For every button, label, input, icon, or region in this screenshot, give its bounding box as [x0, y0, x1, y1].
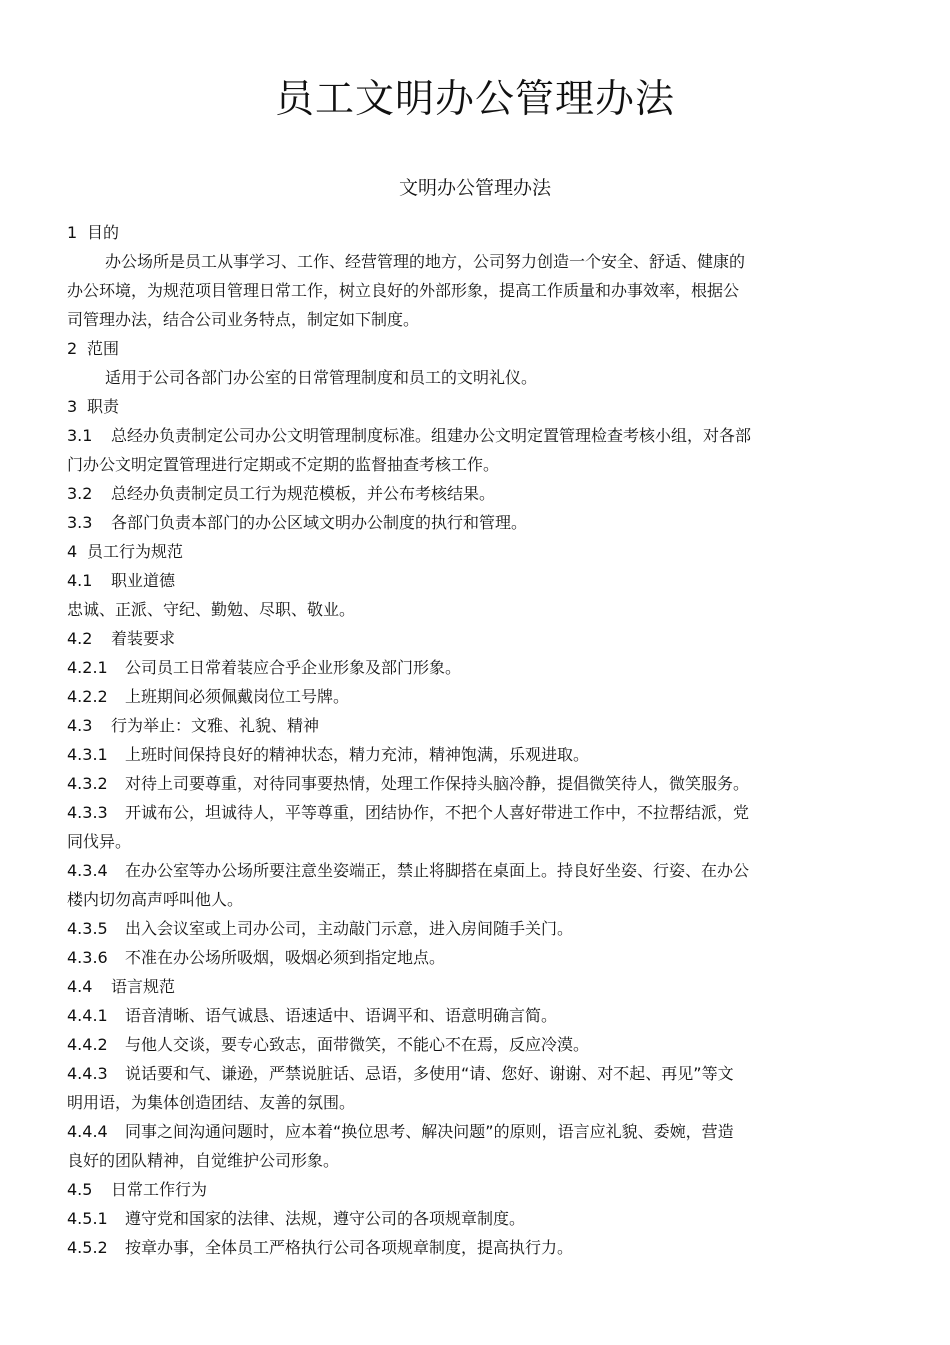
clause-item [67, 1117, 827, 1146]
clause-item [67, 1059, 827, 1088]
clause-text: 语言规范 [111, 977, 176, 996]
section-title: 范围 [87, 339, 120, 358]
clause-item [67, 914, 827, 943]
clause-number: 4.5.2 [67, 1238, 108, 1257]
clause-number: 4.3.2 [67, 774, 108, 793]
clause-number: 4.4.3 [67, 1064, 108, 1083]
continuation-text: 同伐异。 [67, 832, 132, 851]
clause-text: 开诚布公，坦诚待人，平等尊重，团结协作，不把个人喜好带进工作中，不拉帮结派，党 [125, 803, 750, 822]
clause-text: 总经办负责制定公司办公文明管理制度标准。组建办公文明定置管理检查考核小组，对各部 [111, 426, 752, 445]
clause-item [67, 682, 827, 711]
clause-text: 说话要和气、谦逊，严禁说脏话、忌语，多使用“请、您好、谢谢、对不起、再见”等文 [125, 1064, 734, 1083]
section-heading [67, 334, 827, 363]
clause-text: 出入会议室或上司办公司，主动敲门示意，进入房间随手关门。 [125, 919, 574, 938]
clause-item [67, 1175, 827, 1204]
continuation-text: 忠诚、正派、守纪、勤勉、尽职、敬业。 [67, 600, 356, 619]
paragraph-text: 办公场所是员工从事学习、工作、经营管理的地方，公司努力创造一个安全、舒适、健康的 [105, 252, 746, 271]
clause-text: 日常工作行为 [111, 1180, 208, 1199]
clause-number: 4.3.5 [67, 919, 108, 938]
clause-number: 4.4.4 [67, 1122, 108, 1141]
section-number: 3 [67, 397, 78, 416]
section-number: 1 [67, 223, 78, 242]
clause-number: 4.3.4 [67, 861, 108, 880]
section-number: 2 [67, 339, 78, 358]
section-title: 员工行为规范 [87, 542, 184, 561]
continuation-text: 办公环境，为规范项目管理日常工作，树立良好的外部形象，提高工作质量和办事效率，根据公 [67, 281, 740, 300]
clause-item [67, 943, 827, 972]
clause-text: 上班期间必须佩戴岗位工号牌。 [125, 687, 350, 706]
clause-number: 4.4.1 [67, 1006, 108, 1025]
clause-text: 按章办事，全体员工严格执行公司各项规章制度，提高执行力。 [125, 1238, 574, 1257]
section-heading [67, 218, 827, 247]
clause-text: 上班时间保持良好的精神状态，精力充沛，精神饱满，乐观进取。 [125, 745, 590, 764]
continuation-text: 明用语，为集体创造团结、友善的氛围。 [67, 1093, 356, 1112]
clause-item [67, 479, 827, 508]
clause-number: 4.4 [67, 977, 93, 996]
continuation-text: 楼内切勿高声呼叫他人。 [67, 890, 244, 909]
section-title: 目的 [87, 223, 120, 242]
clause-number: 4.3 [67, 716, 93, 735]
clause-number: 3.1 [67, 426, 93, 445]
clause-item [67, 711, 827, 740]
continuation-text: 良好的团队精神，自觉维护公司形象。 [67, 1151, 340, 1170]
clause-text: 各部门负责本部门的办公区域文明办公制度的执行和管理。 [111, 513, 528, 532]
clause-number: 4.5 [67, 1180, 93, 1199]
clause-number: 4.5.1 [67, 1209, 108, 1228]
clause-item [67, 508, 827, 537]
document-title: 员工文明办公管理办法 [274, 77, 675, 122]
clause-item [67, 1001, 827, 1030]
clause-item [67, 566, 827, 595]
clause-text: 不准在办公场所吸烟，吸烟必须到指定地点。 [125, 948, 446, 967]
continuation-text: 门办公文明定置管理进行定期或不定期的监督抽查考核工作。 [67, 455, 500, 474]
clause-item [67, 1030, 827, 1059]
clause-item [67, 624, 827, 653]
clause-item [67, 421, 827, 450]
document-body [67, 218, 827, 1262]
clause-number: 3.3 [67, 513, 93, 532]
clause-text: 公司员工日常着装应合乎企业形象及部门形象。 [125, 658, 462, 677]
clause-item [67, 972, 827, 1001]
clause-number: 4.4.2 [67, 1035, 108, 1054]
clause-item [67, 1204, 827, 1233]
clause-number: 4.2.1 [67, 658, 108, 677]
paragraph-text: 适用于公司各部门办公室的日常管理制度和员工的文明礼仪。 [105, 368, 538, 387]
clause-number: 4.1 [67, 571, 93, 590]
clause-text: 与他人交谈，要专心致志，面带微笑，不能心不在焉，反应冷漠。 [125, 1035, 590, 1054]
section-number: 4 [67, 542, 78, 561]
continuation-text: 司管理办法，结合公司业务特点，制定如下制度。 [67, 310, 420, 329]
clause-text: 着装要求 [111, 629, 176, 648]
document-subtitle: 文明办公管理办法 [398, 177, 551, 199]
clause-number: 3.2 [67, 484, 93, 503]
section-heading [67, 392, 827, 421]
clause-item [67, 653, 827, 682]
clause-number: 4.2.2 [67, 687, 108, 706]
clause-text: 职业道德 [111, 571, 176, 590]
clause-item [67, 1233, 827, 1262]
clause-text: 遵守党和国家的法律、法规，遵守公司的各项规章制度。 [125, 1209, 526, 1228]
clause-text: 总经办负责制定员工行为规范模板，并公布考核结果。 [111, 484, 496, 503]
clause-text: 行为举止：文雅、礼貌、精神 [111, 716, 320, 735]
clause-number: 4.3.3 [67, 803, 108, 822]
clause-number: 4.2 [67, 629, 93, 648]
clause-text: 语音清晰、语气诚恳、语速适中、语调平和、语意明确言简。 [125, 1006, 558, 1025]
clause-number: 4.3.1 [67, 745, 108, 764]
section-heading [67, 537, 827, 566]
clause-item [67, 798, 827, 827]
clause-item [67, 740, 827, 769]
clause-text: 同事之间沟通问题时，应本着“换位思考、解决问题”的原则，语言应礼貌、委婉，营造 [125, 1122, 734, 1141]
clause-number: 4.3.6 [67, 948, 108, 967]
clause-item [67, 769, 827, 798]
clause-item [67, 856, 827, 885]
clause-text: 对待上司要尊重，对待同事要热情，处理工作保持头脑冷静，提倡微笑待人，微笑服务。 [125, 774, 750, 793]
section-title: 职责 [87, 397, 120, 416]
clause-text: 在办公室等办公场所要注意坐姿端正，禁止将脚搭在桌面上。持良好坐姿、行姿、在办公 [125, 861, 750, 880]
